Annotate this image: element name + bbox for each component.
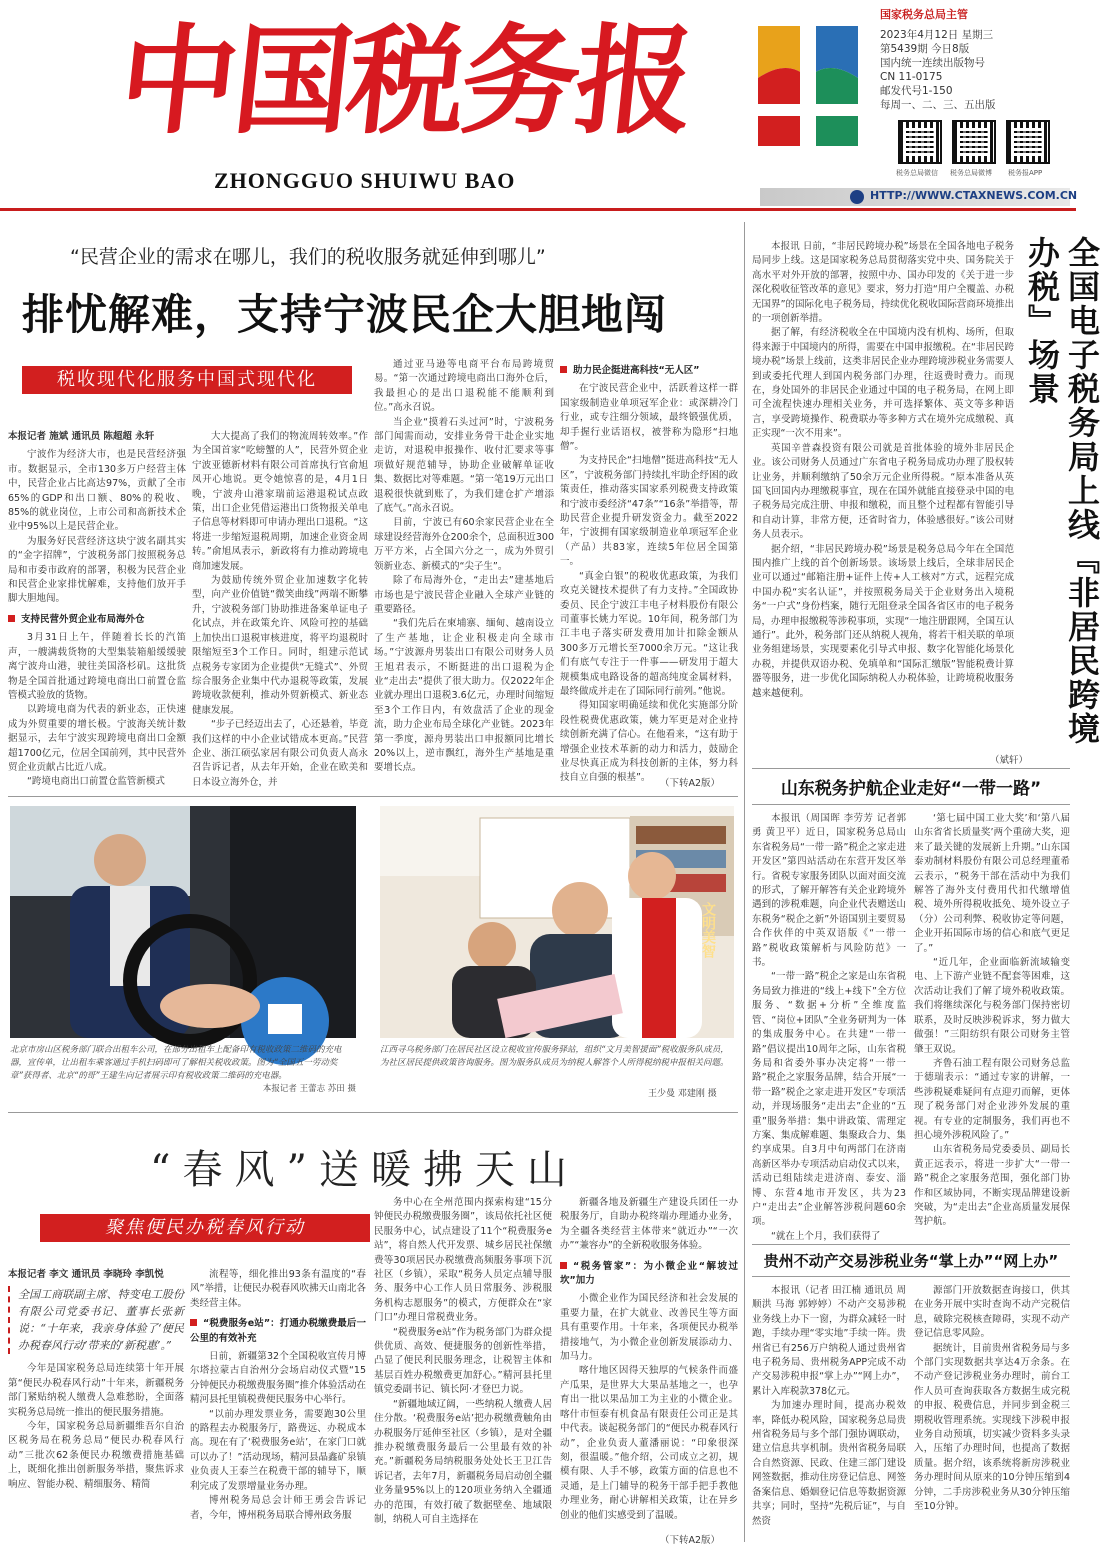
lead-banner: 税收现代化服务中国式现代化 (22, 366, 352, 394)
shandong-headline: 山东税务护航企业走好“一带一路” (780, 779, 1042, 799)
paragraph: “真金白银”的税收优惠政策，为我们攻克关键技术提供了有力支持。”全国政协委员、民企宁波江丰电子材料股份有限公司董事长姚力军说。10年间，税务部门为江丰电子落实研发费用加计扣除金额从300多万元增长至7000余万元。“这让我们有底气专注于一件事——研发用于超大规模集成电路设备的超高纯度金属材料，最终做成并走在了国际同行前列。”他说。 (560, 570, 738, 697)
section-divider (8, 1112, 738, 1113)
paragraph: “税费服务e站”作为税务部门为群众提供优质、高效、便捷服务的创新性举措，凸显了便民利民服务理念，让税智主体和基层百姓办税缴费更加舒心。”精河县托里镇党委副书记、镇长阿·才登巴力说。 (374, 1326, 552, 1396)
paragraph: 当企业“摸着石头过河”时，宁波税务部门闻需而动，安排业务骨干赴企业实地走访，对退税申报操作、收付汇要求等事项做好规范辅导，协助企业破解单证收集、数据比对等难题。“第一笔19万元出口退税很快就到账了，为我们建仓扩产增添了底气。”高永召说。 (374, 416, 554, 515)
qr-code-app-icon[interactable] (1006, 120, 1050, 164)
lead-column-2 (192, 430, 368, 790)
paragraph: 为加速办理时间，提高办税效率，降低办税风险，国家税务总局贵州省税务局与多个部门强协调联动，建立信息共享机制。贵州省税务局联合自然资源、民政、住建三部门建设网签数据，推动住房登记信息、网签备案信息、婚姻登记信息等数据资源共享；同时，坚持“先税后证”，与自然资 (752, 1400, 906, 1527)
paragraph: 喀什地区因得天独厚的气候条件而盛产瓜果，是世界大大果品基地之一，也孕育出一批以果品加工为主业的小微企业。喀什市恒泰有机食品有限责任公司正是其中代表。谈起税务部门的“便民办税春风行动”，企业负责人董潘丽说：“印象很深刻，很温暖。”他介绍，公司成立之初，规模有限、人手不够，政策方面的信息也不灵通，是上门辅导的税务干部手把手教他办理业务，耐心讲解相关政策，让在异乡创业的他们实感受到了温暖。 (560, 1365, 738, 1521)
issue-date: 2023年4月12日 星期三 (880, 29, 994, 41)
paragraph: 小微企业作为国民经济和社会发展的重要力量，在扩大就业、改善民生等方面具有重要作用。十年来，各项便民办税举措接地气，为小微企业创新发展添动力、加马力。 (560, 1293, 738, 1363)
paragraph: 3月31日上午，伴随着长长的汽笛声，一艘满载货物的大型集装箱船缓缓驶离宁波舟山港，驶往美国洛杉矶。这批货物是全国首批通过跨境电商出口前置仓监管模式验放的货物。 (8, 632, 186, 701)
masthead-rule (0, 208, 1076, 211)
caption-text: 北京市房山区税务部门联合出租车公司，在部分出租车上配备印有税收政策二维码的充电器，宣传单，让出租车乘客通过手机扫码即可了解相关税收政策。图为“全国五一劳动奖章”获得者、北京“的哥”王建生向记者展示印有税收政策二维码的充电器。 (10, 1045, 342, 1081)
paragraph: “步子已经迈出去了，心还悬着，毕竟我们这样的中小企业试错成本更高。”民营企业、浙江硕弘家居有限公司负责人高永召告诉记者，从去年开始，企业在欧美和日本设立海外仓，并 (192, 719, 368, 788)
website-bar[interactable] (760, 188, 1078, 206)
paragraph: 英国辛普森投资有限公司就是首批体验的境外非居民企业。该公司财务人员通过广东省电子税务局成功办理了股权转让业务，并顺利缴纳了50余万元企业所得税。“原本准备从英国飞回国内办理缴税事宜，现在在国外就能直接登录中国的电子税务局完成注册、申报和缴税，而且整个过程都有智能引导和自动计算，非常方便，还省时省力，体验感很好。”该公司财务人员表示。 (752, 442, 1014, 541)
paragraph: “新疆地域辽阔，一些纳税人缴费人居住分散。‘税费服务e站’把办税缴费触角由办税服务厅延伸至社区（乡镇），是对全疆推办税缴费服务最后一公里最有效的补充。”新疆税务局纳税服务处处长王卫江告诉记者，去年7月，新疆税务局启动创全疆业务量95%以上的120项业务纳入全疆通办的范围，有效打破了数据壁垒、地域限制，纳税人可自主选择在 (374, 1398, 552, 1525)
paragraph: 今年是国家税务总局连续第十年开展第“便民办税春风行动”十年来，新疆税务部门紧贴纳税人缴费人急难愁盼，全面落实税务总局统一推出的便民服务措施。 (8, 1363, 184, 1418)
qr-label-wechat: 税务总局微信 (896, 169, 938, 177)
paragraph: 流程等，细化推出93条有温度的“春风”举措，让便民办税春风吹拂天山南北各类经营主体。 (190, 1269, 366, 1309)
issn-label: 国内统一连续出版物号 (880, 57, 985, 69)
spring-column-4 (560, 1196, 738, 1530)
section-divider (752, 1276, 1070, 1277)
paragraph: 宁波作为经济大市，也是民营经济强市。数据显示，全市130多万户经营主体中，民营企业占比高达97%，贡献了全市65%的GDP和出口额、80%的税收、85%的就业岗位，上市公司和高新技术企业中95%以上是民营企业。 (8, 449, 186, 533)
section-divider (752, 1244, 1070, 1245)
lead-subhead-2: 助力民企挺进高科技“无人区” (560, 364, 738, 378)
paragraph: 今年，国家税务总局新疆维吾尔自治区税务局在税务总局“便民办税春风行动”三批次62条便民办税缴费措施基础上，既细化推出创新服务举措，聚焦诉求响应、智能办税、精细服务、精简 (8, 1421, 184, 1490)
paragraph: 据统计，目前贵州省税务局与多个部门实现数据共享达4万余条。在不动产登记涉税业务办理时，前台工作人员可查询获取各方数据生成完税的申报、税费信息，并同步到金税三期税收管理系统。实现线下涉税申报业务自动预填，切实减少资料多头录入，压缩了办理时间，也提高了数据质量。据介绍，该系统将新房涉税业务办理时间从原来的10分钟压缩到4分钟，二手房涉税业务从30分钟压缩至10分钟。 (914, 1342, 1070, 1513)
paragraph: “近几年，企业面临新流域输变电、上下游产业链不配套等困难，这次活动让我们了解了境外税收政策。我们将继续深化与税务部门保持密切联系，及时反映涉税诉求，努力做大做强！”三阳纺织有限公司财务主管肇王双说。 (914, 957, 1070, 1055)
qr-label-app: 税务报APP (1008, 169, 1043, 177)
right-story-sign: （斌轩） (990, 755, 1029, 766)
section-divider (752, 804, 1070, 805)
paragraph: “以前办理发票业务，需要跑30公里的路程去办税服务厅，路费远、办税成本高。现在有了‘税费服务e站’，在家门口就可以办了！”活动现场，精河县晶鑫矿泉镇业负责人王泰兰在税费干部的辅导下，顺利完成了发票增量业务办理。 (190, 1408, 366, 1492)
paragraph: 除了布局海外仓，“走出去”建基地后市场也是宁波民营企业融入全球产业链的重要路径。 (374, 575, 554, 615)
lead-byline: 本报记者 施斌 通讯员 陈超超 永轩 (8, 431, 155, 442)
paragraph: 务中心在全州范围内探索构建“15分钟便民办税缴费服务圈”，该局依托社区便民服务中心，试点建设了11个“税费服务e站”，将自然人代开发票、城乡居民社保缴费等30项居民办税缴费高频服务事项下沉社区（乡镇），采取“税务人员定点辅导服务、服务中心工作人员日常服务、涉税服务机构志愿服务”的模式，方便群众在“家门口”办理日常税费业务。 (374, 1197, 552, 1324)
paragraph: 据了解，有经济税收全在中国境内没有机构、场所，但取得来源于中国境内的所得，需要在中国申报缴税。在“非居民跨境办税”场景上线前，这类非居民企业办理跨境涉税业务需要人到或委托代理人到国内税务部门办理，往返费时费力。而现在，身处国外的非居民企业通过中国的电子税务局，在网上即可全流程快速办理相关业务，并可选择繁体、英文等多种语言，享受跨境操作、税费联办等多种方式在境外完成缴税、真正实现“一次不用来”。 (752, 327, 1014, 440)
paragraph: 通过亚马逊等电商平台布局跨境贸易。“第一次通过跨境电商出口海外仓后，我最担心的是出口退税能不能顺利到位。”高永召说。 (374, 359, 554, 414)
spring-subhead-2: “税务管家”：为小微企业“解坡过坎”加力 (560, 1260, 738, 1289)
at-icon (850, 190, 864, 204)
paragraph: 为支持民企“扫地僧”挺进高科技“无人区”，宁波税务部门持续扎牢助企纾困的政策责任，推动落实国家系列税费支持政策和宁波市委经济“47条”“16条”举措等，帮助民营企业提升研发资金力。截至2022年，宁波拥有国家级制造业单项冠军企业（产品）共83家，连续5年位居全国第一。 (560, 455, 738, 568)
photo-credit: 本报记者 王蕾志 苏田 摄 (262, 1084, 356, 1094)
guizhou-column-1 (752, 1284, 906, 1546)
section-divider (8, 796, 738, 797)
cn-number: CN 11-0175 (880, 71, 943, 83)
masthead-pinyin: ZHONGGUO SHUIWU BAO (214, 168, 516, 193)
paragraph: 日前，新疆第32个全国税收宣传月博尔塔拉蒙古自治州分会场启动仪式暨“15分钟便民办税缴费服务圈”推介体验活动在精河县托里镇税费便民服务中心举行。 (190, 1351, 366, 1406)
column-divider (744, 222, 745, 1542)
issue-number: 第5439期 今日8版 (880, 43, 970, 55)
paragraph: 本报讯（记者 田江楠 通讯员 周顺洪 马海 郭婷婷）不动产交易涉税业务线上办下一窗，为群众减轻一时跑，手续办理“零实地”手续一阵。贵州省已有256万户纳税人通过贵州省电子税务局、贵州税务APP完成不动产交易涉税申报“掌上办”“网上办”，累计入库税款378亿元。 (752, 1285, 906, 1397)
postal-code: 邮发代号1-150 (880, 85, 953, 97)
newspaper-logo-icon (748, 18, 868, 168)
paragraph: 新疆各地及新疆生产建设兵团任一办税服务厅，自助办税终端办理通办业务，为全疆各类经营主体带来“就近办”“一次办”“兼容办”的全新税收服务体验。 (560, 1197, 738, 1252)
website-url[interactable]: HTTP://WWW.CTAXNEWS.COM.CN (870, 189, 1078, 202)
right-story-body (752, 240, 1014, 750)
paragraph: 目前，宁波已有60余家民营企业在全球建设经营海外仓200余个，总面积近300万平方米，占全国六分之一，成为外贸引领新业态、新模式的“尖子生”。 (374, 517, 554, 572)
sash-text: 文明美智 (700, 902, 716, 958)
paragraph: 本报讯（周国晖 李劳芳 记者郭勇 黄卫平）近日，国家税务总局山东省税务局“一带一路”税企之家走进开发区”第四站活动在东营开发区举行。省税专家服务团队以面对面交流的形式，了解开解答有关企业跨境外遇到的涉税难题，向企业代表赠送山东税务“税企之新”外语国别主要贸易合作伙伴的中英双语版《“一带一路”税收政策解析与风险防范》一书。 (752, 813, 906, 969)
paragraph: 在宁波民营企业中，活跃着这样一群国家级制造业单项冠军企业：或深耕冷门行业，或专注细分领域，最终锻强优质，却手握行业话语权，被誉称为隐形“扫地僧”。 (560, 383, 738, 453)
sponsor-label: 国家税务总局主管 (880, 8, 968, 21)
guizhou-column-2 (914, 1284, 1070, 1546)
left-photo-caption (10, 1044, 356, 1096)
lead-subhead-1: 支持民营外贸企业布局海外仓 (8, 613, 186, 627)
publish-schedule: 每周一、二、三、五出版 (880, 99, 996, 111)
caption-text: 江西寻乌税务部门在居民社区设立税收宣传服务驿站，组织“文月美智援面”税收服务队成员，为社区居民提供政策咨询服务。图为服务队成员为纳税人解答个人所得税纳税申报相关问题。 (380, 1045, 729, 1068)
spring-subhead-1: “税费服务e站”：打通办税缴费最后一公里的有效补充 (190, 1317, 366, 1346)
masthead-title: 中国税务报 (112, 11, 698, 150)
paragraph: 为服务好民营经济这块宁波名副其实的“金字招牌”，宁波税务部门按照税务总局和市委市政府的部署，积极为民营企业和民营企业家排忧解难，支持他们放开手脚大胆地闯。 (8, 535, 186, 605)
paragraph: 齐鲁石油工程有限公司财务总监于德瑞表示：“通过专家的讲解，一些涉税疑难疑问有点迎刃而解，更体现了税务部门对企业涉外发展的重视。有专业的定制服务，我们再也不担心境外涉税风险了。” (914, 1057, 1070, 1141)
lead-column-3 (374, 358, 554, 790)
spring-byline: 本报记者 李文 通讯员 李晓玲 李凯悦 (8, 1269, 164, 1280)
paragraph: 山东省税务局党委委员、副局长黄正远表示，将进一步扩大“一带一路”税企之家服务范围，强化部门协作和区域协同，不断实现品牌建设新突破，为“走出去”企业高质量发展保驾护航。 (914, 1144, 1070, 1228)
paragraph: 源部门开放数据查询接口，供其在业务开展中实时查询不动产完税信息，破除完税核查障碍，实现不动产登记信息零风险。 (914, 1285, 1070, 1340)
paragraph: 本报讯 日前，“非居民跨境办税”场景在全国各地电子税务局同步上线。这是国家税务总局贯彻落实党中央、国务院关于高水平对外开放的部署，按照中办、国办印发的《关于进一步深化税收征管改革的意见》要求，努力打造“用户全覆盖、办税无国界”的国际化电子税务局，持续优化税收国际营商环境推出的一项创新举措。 (752, 241, 1014, 325)
paragraph: ‘第七届中国工业大奖’和‘第八届山东省省长质量奖’两个重磅大奖，迎来了最关键的发展新上升期。”山东国泰劝制材料股份有限公司总经理董希云表示，“税务干部在活动中为我们解答了海外支付费用代扣代缴增值税、境外所得税收抵免、境外设立子（分）公司利弊、税收协定等问题，企业开拓国际市场的信心和底气更足了。” (914, 813, 1070, 954)
right-vertical-headline: 全国电子税务局上线『非居民跨境办税』场景 (1023, 236, 1101, 746)
guizhou-headline: 贵州不动产交易涉税业务“掌上办”“网上办” (763, 1252, 1059, 1270)
spring-quote: 全国工商联副主席、特变电工股份有限公司党委书记、董事长张新说：“十年来，我亲身体验了‘便民办税春风行动’带来的‘新税惠’。” (8, 1286, 184, 1354)
paragraph: 得知国家明确延续和优化实施部分阶段性税费优惠政策，姚力军更是对企业持续创新充满了信心。在他看来，“这有助于增强企业技术革新的动力和活力，鼓励企业尽快真正成为科技创新的主体，努力科技自立自强的根基”。 (560, 700, 738, 784)
spring-banner: 聚焦便民办税春风行动 (40, 1214, 370, 1242)
qr-label-weibo: 税务总局微博 (950, 169, 992, 177)
taxi-photo (10, 806, 356, 1038)
spring-continued: （下转A2版） (660, 1535, 721, 1546)
lead-headline: 排忧解难，支持宁波民企大胆地闯 (22, 290, 668, 339)
shandong-column-1 (752, 812, 906, 1242)
paragraph: “就在上个月，我们获得了 (771, 1230, 881, 1242)
paragraph: “跨境电商出口前置仓监管新模式 (27, 776, 165, 788)
paragraph: 为鼓励传统外贸企业加速数字化转型，向产业价值链“微笑曲线”两端不断攀升，宁波税务部门协助推进备案单证电子化试点，并在政策允许、风险可控的基础上加快出口退税审核进度，将平均退税时限缩短至3个工作日。同时，组建示范试点税务专家团为企业提供“无缝式”、外贸综合服务企业集中代办退税等政策，发展跨境收款便利，推动外贸新模式、新业态健康发展。 (192, 575, 368, 716)
spring-column-1 (8, 1268, 184, 1548)
paragraph: 据介绍，“非居民跨境办税”场景是税务总局今年在全国范围内推广上线的首个创新场景。该场景上线后，全球非居民企业可以通过“邮箱注册+证件上传+人工核对”方式，远程完成中国办税“实名认证”，并按照税务局关于企业财务出入境税务“一户式”身份档案，随行无阻登录全国各省区市的电子税务局，办理申报缴税等涉税事项，实现“一地注册跟网，全国互认通行”。此外，税务部门还从纳税人视角，将若干相关联的单项业务组建场景，实现要素化引导式申报、数字化智能化场景化办税，并提供双语办税、免填单和“国际汇缴版”智能税费计算器等服务，进一步优化国际纳税人办税体验，让跨境税收服务越来越便利。 (752, 543, 1014, 699)
spring-column-3 (374, 1196, 552, 1548)
paragraph: “一带一路”税企之家是山东省税务局致力推进的“线上+线下”全方位服务、“数据+分析”全维度监管、“岗位+团队”全业务研判为一体的集成服务中心。在共建“一带一路”倡议提出10周年之际，山东省税务局和省委外事办决定将“一带一路”税企之家服务品牌，结合开展“一带一路”税企之家走进开发区”专项活动，并现场服务“走出去”企业的“五重”服务举措：集中讲政策、需理定方案、集成解难题、集聚政合力、集约享成果。自3月中旬两部门在济南高新区举办专项活动启动仪式以来，活动已组陆续走进济南、泰安、淄博、东营4地市开发区，共为23户“走出去”企业解答涉税问题60余项。 (752, 971, 906, 1228)
section-divider (752, 768, 1070, 769)
qr-code-weibo-icon[interactable] (952, 120, 996, 164)
spring-column-2 (190, 1268, 366, 1548)
tax-service-photo (380, 806, 734, 1038)
lead-continued: （下转A2版） (660, 778, 721, 789)
issue-info (880, 8, 1070, 176)
paragraph: “我们先后在柬埔寨、缅甸、越南设立了生产基地，让企业积极走向全球市场。”宁波源舟男装出口有限公司财务人员王旭君表示，不断挺进的出口退税为企业“走出去”提供了很大助力。仅2022年企业就办理出口退税3.6亿元，办理时间缩短至3个工作日内，有效盘活了企业的现金流，助力企业布局全球化产业链。2023年第一季度，源舟男装出口申报额同比增长20%以上，逆市飘红，海外生产基地是重要增长点。 (374, 618, 554, 774)
paragraph: 大大提高了我们的物流周转效率。”作为全国首家“吃螃蟹的人”，民营外贸企业宁波亚德新材料有限公司首席执行官俞旭凤开心地说。更令她惊喜的是，4月1日晚，宁波舟山港家瑞前运港退税试点政策，出口企业凭借运港出口货物报关单电子信息等材料即可申请办理出口退税。“这将进一步缩短退税周期，加速企业资金周转。”俞旭凤表示，新政将有力推动跨境电商加速发展。 (192, 431, 368, 572)
shandong-column-2 (914, 812, 1070, 1238)
paragraph: 以跨境电商为代表的新业态，正快速成为外贸重要的增长极。宁波海关统计数据显示，去年宁波实现跨境电商出口金额超1700亿元，位居全国前列，其中民营外贸企业贡献占比近八成。 (8, 704, 186, 773)
photo-credit: 王少曼 邓建刚 摄 (648, 1089, 717, 1099)
qr-code-wechat-icon[interactable] (898, 120, 942, 164)
spring-headline: “春风”送暖拂天山 (150, 1147, 579, 1193)
lead-column-1 (8, 430, 186, 790)
right-photo-caption (380, 1044, 734, 1070)
paragraph: 博州税务局总会计师王勇会告诉记者，今年，博州税务局联合博州政务服 (190, 1495, 366, 1521)
lead-kicker: “民营企业的需求在哪儿，我们的税收服务就延伸到哪儿” (70, 246, 546, 268)
